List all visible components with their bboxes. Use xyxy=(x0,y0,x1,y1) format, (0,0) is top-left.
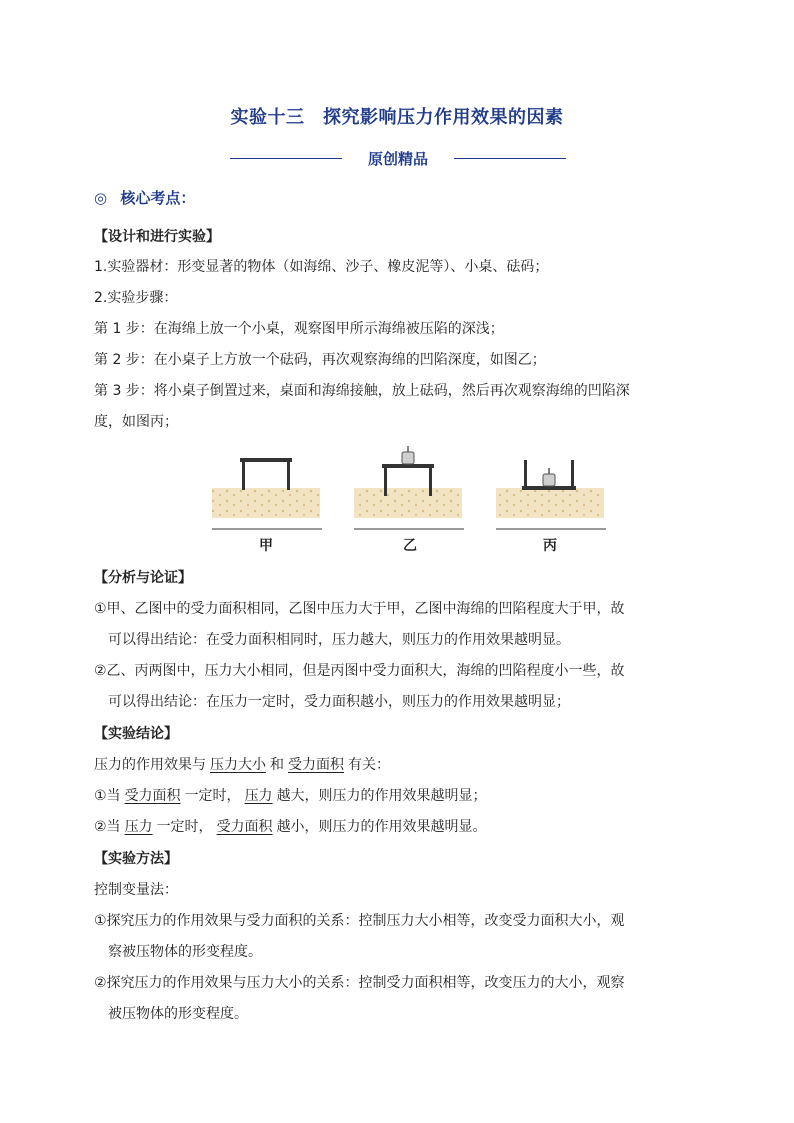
core-marker-icon: ◎ xyxy=(94,189,108,207)
experiment-figures xyxy=(210,438,610,560)
subtitle-rule-right xyxy=(454,158,566,159)
conclusion-l1-blank2: 受力面积 xyxy=(288,757,344,773)
table-leg-left-yi xyxy=(384,468,387,496)
conclusion-heading: 【实验结论】 xyxy=(94,726,178,742)
table-top-bing xyxy=(522,486,576,490)
conclusion-l2-pre: ①当 xyxy=(94,788,121,804)
figure-bing xyxy=(496,460,606,554)
conclusion-l3-mid: 一定时， xyxy=(156,819,213,835)
subtitle-rule-left xyxy=(230,158,342,159)
design-line-2: 2.实验步骤： xyxy=(94,290,178,306)
weight-yi xyxy=(402,452,414,464)
core-points-label: 核心考点： xyxy=(120,189,196,207)
conclusion-l2-blank1: 受力面积 xyxy=(124,788,181,804)
weight-bing xyxy=(543,474,555,486)
analysis-p1a: ①甲、乙图中的受力面积相同，乙图中压力大于甲，乙图中海绵的凹陷程度大于甲，故 xyxy=(94,601,625,617)
conclusion-l1-pre: 压力的作用效果与 xyxy=(94,757,206,773)
conclusion-l3-blank1: 压力 xyxy=(124,819,153,835)
table-leg-left-jia xyxy=(242,462,245,490)
design-heading: 【设计和进行实验】 xyxy=(94,229,220,245)
conclusion-l2-mid: 一定时， xyxy=(184,788,241,804)
method-p1b: 察被压物体的形变程度。 xyxy=(108,944,262,960)
page-title: 实验十三 探究影响压力作用效果的因素 xyxy=(230,107,564,128)
method-line-0: 控制变量法： xyxy=(94,882,178,898)
conclusion-l2-blank2: 压力 xyxy=(244,788,273,804)
figure-label-jia: 甲 xyxy=(259,538,273,554)
figure-label-bing: 丙 xyxy=(543,538,557,554)
table-leg-right-yi xyxy=(429,468,432,496)
conclusion-l3-blank2: 受力面积 xyxy=(216,819,273,835)
table-leg-right-bing xyxy=(571,460,574,486)
sponge-bing xyxy=(496,488,604,518)
sponge-yi xyxy=(354,488,462,518)
table-top-jia xyxy=(240,458,292,462)
analysis-heading: 【分析与论证】 xyxy=(94,570,192,586)
conclusion-line-1 xyxy=(94,753,390,777)
table-leg-left-bing xyxy=(524,460,527,486)
sponge-jia xyxy=(212,488,320,518)
core-points-heading xyxy=(94,186,195,210)
design-step-3a: 第 3 步：将小桌子倒置过来，桌面和海绵接触，放上砝码，然后再次观察海绵的凹陷深 xyxy=(94,383,630,399)
design-step-3b: 度，如图丙； xyxy=(94,414,178,430)
table-leg-right-jia xyxy=(287,462,290,490)
subtitle-row xyxy=(230,146,566,170)
method-p2a: ②探究压力的作用效果与压力大小的关系：控制受力面积相等，改变压力的大小，观察 xyxy=(94,975,625,991)
analysis-p2a: ②乙、丙两图中，压力大小相同，但是丙图中受力面积大，海绵的凹陷程度小一些，故 xyxy=(94,663,625,679)
design-line-1: 1.实验器材：形变显著的物体（如海绵、沙子、橡皮泥等）、小桌、砝码； xyxy=(94,259,549,275)
conclusion-l2-post: 越大，则压力的作用效果越明显； xyxy=(276,788,487,804)
analysis-p1b: 可以得出结论：在受力面积相同时，压力越大，则压力的作用效果越明显。 xyxy=(108,632,570,648)
design-step-1: 第 1 步：在海绵上放一个小桌，观察图甲所示海绵被压陷的深浅； xyxy=(94,321,504,337)
conclusion-l3-post: 越小，则压力的作用效果越明显。 xyxy=(276,819,487,835)
conclusion-line-3 xyxy=(94,815,487,839)
design-step-2: 第 2 步：在小桌子上方放一个砝码，再次观察海绵的凹陷深度，如图乙； xyxy=(94,352,546,368)
conclusion-l1-mid: 和 xyxy=(270,757,284,773)
figure-jia xyxy=(212,458,322,554)
figures-svg xyxy=(210,438,610,560)
method-p2b: 被压物体的形变程度。 xyxy=(108,1006,248,1022)
table-top-yi xyxy=(382,464,434,468)
subtitle: 原创精品 xyxy=(367,149,428,168)
analysis-p2b: 可以得出结论：在压力一定时，受力面积越小，则压力的作用效果越明显； xyxy=(108,694,570,710)
conclusion-l1-post: 有关： xyxy=(348,757,390,773)
method-heading: 【实验方法】 xyxy=(94,851,178,867)
conclusion-l1-blank1: 压力大小 xyxy=(210,757,266,773)
conclusion-line-2 xyxy=(94,784,487,808)
conclusion-l3-pre: ②当 xyxy=(94,819,121,835)
figure-yi xyxy=(354,446,464,554)
figure-label-yi: 乙 xyxy=(403,538,417,554)
method-p1a: ①探究压力的作用效果与受力面积的关系：控制压力大小相等，改变受力面积大小，观 xyxy=(94,913,625,929)
